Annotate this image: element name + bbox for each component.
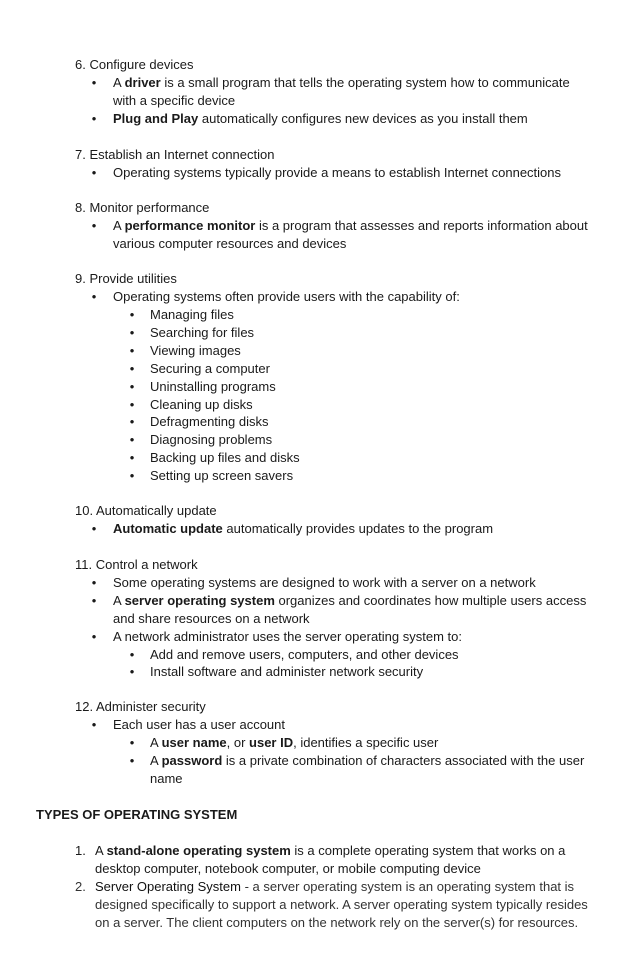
- bullet: •: [91, 717, 97, 732]
- item-heading-10: 10. Automatically update: [75, 503, 217, 518]
- s10-b1: Automatic update automatically provides updates to the program: [113, 521, 494, 536]
- types-item-2: Server Operating System - a server operating system is an operating system that is: [95, 879, 575, 894]
- sub-bullet: •: [129, 735, 135, 750]
- bullet: •: [91, 289, 97, 304]
- item-heading-6: 6. Configure devices: [75, 57, 194, 72]
- s12-sub-2-cont: name: [150, 771, 183, 786]
- types-item-2-cont-2: on a server. The client computers on the network rely on the server(s) for resources.: [95, 915, 579, 930]
- s9-sub-10: Setting up screen savers: [150, 468, 294, 483]
- s6-b1-cont: with a specific device: [113, 93, 236, 108]
- s9-sub-2: Searching for files: [150, 325, 255, 340]
- bullet: •: [91, 218, 97, 233]
- s6-b1: A driver is a small program that tells the operating system how to communicate: [113, 75, 570, 90]
- list-number-2: 2.: [75, 879, 86, 894]
- s11-b2: A server operating system organizes and coordinates how multiple users access: [113, 593, 587, 608]
- s9-sub-1: Managing files: [150, 307, 234, 322]
- bullet: •: [91, 165, 97, 180]
- item-heading-12: 12. Administer security: [75, 699, 206, 714]
- types-item-1-cont: desktop computer, notebook computer, or mobile computing device: [95, 861, 481, 876]
- s11-sub-1: Add and remove users, computers, and other devices: [150, 647, 459, 662]
- item-heading-11: 11. Control a network: [75, 557, 198, 572]
- sub-bullet: •: [129, 343, 135, 358]
- sub-bullet: •: [129, 468, 135, 483]
- sub-bullet: •: [129, 647, 135, 662]
- s9-b1: Operating systems often provide users with the capability of:: [113, 289, 460, 304]
- s11-sub-2: Install software and administer network security: [150, 664, 424, 679]
- sub-bullet: •: [129, 664, 135, 679]
- section-heading: TYPES OF OPERATING SYSTEM: [36, 807, 238, 822]
- list-number-1: 1.: [75, 843, 86, 858]
- s9-sub-4: Securing a computer: [150, 361, 270, 376]
- bullet: •: [91, 111, 97, 126]
- item-heading-9: 9. Provide utilities: [75, 271, 177, 286]
- s12-sub-1: A user name, or user ID, identifies a specific user: [150, 735, 439, 750]
- s9-sub-9: Backing up files and disks: [150, 450, 300, 465]
- sub-bullet: •: [129, 307, 135, 322]
- sub-bullet: •: [129, 325, 135, 340]
- s9-sub-6: Cleaning up disks: [150, 397, 253, 412]
- item-heading-7: 7. Establish an Internet connection: [75, 147, 275, 162]
- sub-bullet: •: [129, 397, 135, 412]
- types-item-1: A stand-alone operating system is a complete operating system that works on a: [95, 843, 566, 858]
- s9-sub-3: Viewing images: [150, 343, 241, 358]
- s8-b1-cont: various computer resources and devices: [113, 236, 347, 251]
- s9-sub-7: Defragmenting disks: [150, 414, 269, 429]
- bullet: •: [91, 593, 97, 608]
- sub-bullet: •: [129, 414, 135, 429]
- sub-bullet: •: [129, 753, 135, 768]
- item-heading-8: 8. Monitor performance: [75, 200, 210, 215]
- sub-bullet: •: [129, 450, 135, 465]
- s9-sub-5: Uninstalling programs: [150, 379, 276, 394]
- sub-bullet: •: [129, 361, 135, 376]
- s7-b1: Operating systems typically provide a means to establish Internet connections: [113, 165, 562, 180]
- sub-bullet: •: [129, 432, 135, 447]
- s9-sub-8: Diagnosing problems: [150, 432, 273, 447]
- bullet: •: [91, 521, 97, 536]
- s8-b1: A performance monitor is a program that assesses and reports information about: [113, 218, 588, 233]
- bullet: •: [91, 575, 97, 590]
- types-item-2-cont-1: designed specifically to support a network. A server operating system typically resides: [95, 897, 588, 912]
- s11-b1: Some operating systems are designed to work with a server on a network: [113, 575, 536, 590]
- sub-bullet: •: [129, 379, 135, 394]
- s12-sub-2: A password is a private combination of characters associated with the user: [150, 753, 585, 768]
- bullet: •: [91, 75, 97, 90]
- s12-b1: Each user has a user account: [113, 717, 285, 732]
- s11-b2-cont: and share resources on a network: [113, 611, 310, 626]
- s11-b3: A network administrator uses the server operating system to:: [113, 629, 462, 644]
- bullet: •: [91, 629, 97, 644]
- s6-b2: Plug and Play automatically configures new devices as you install them: [113, 111, 528, 126]
